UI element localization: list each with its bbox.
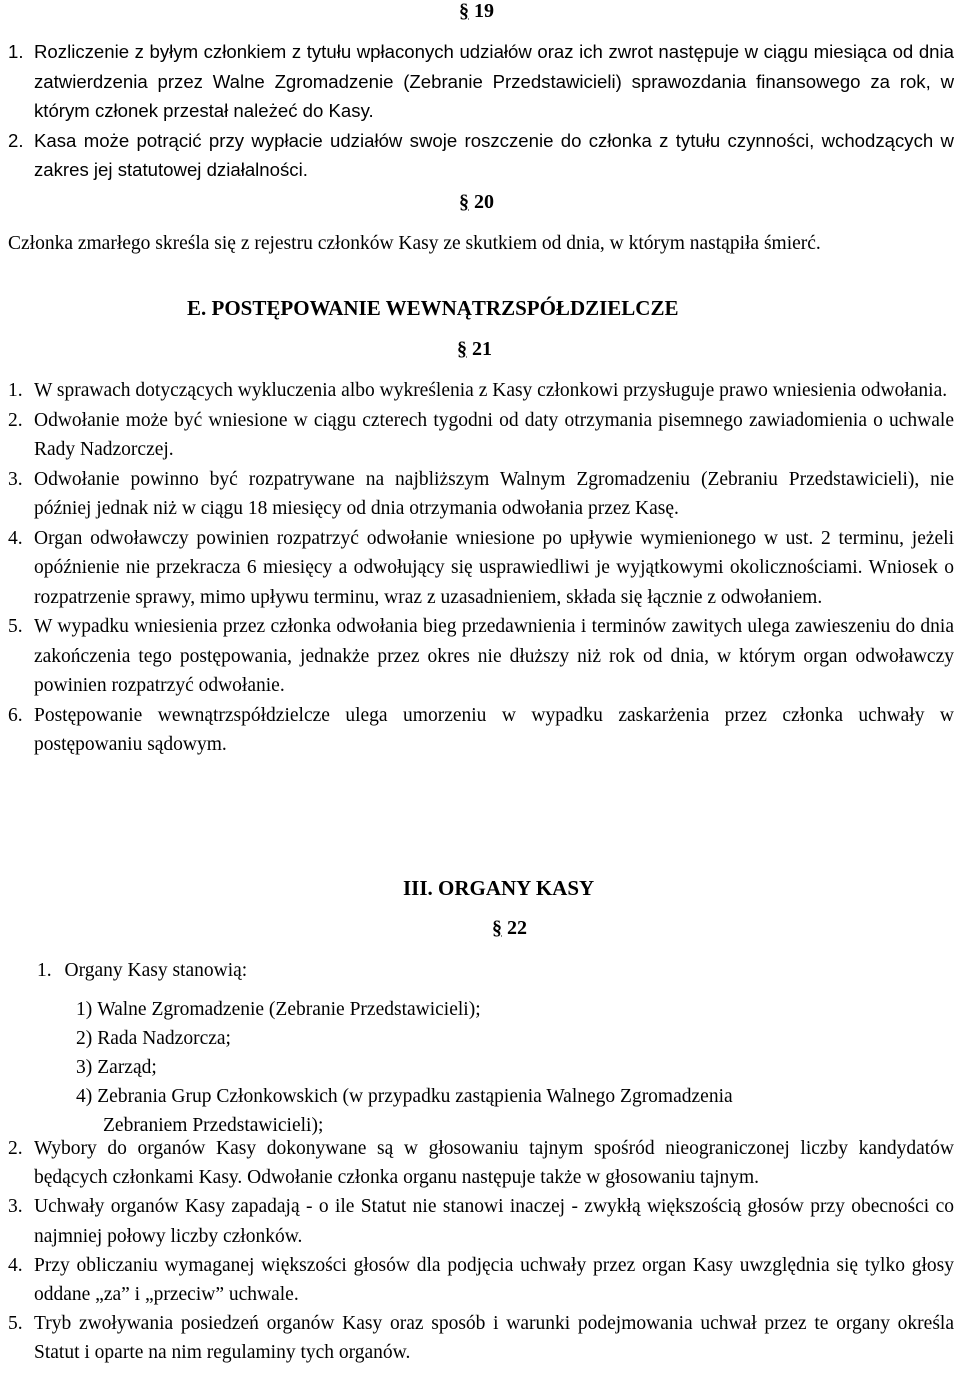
list-item (8, 1251, 954, 1309)
item-text: Walne Zgromadzenie (Zebranie Przedstawicieli); (97, 999, 481, 1020)
item-text: Rada Nadzorcza; (97, 1028, 231, 1049)
item-text: Organy Kasy stanowią: (64, 960, 248, 981)
section-number: 20 (474, 191, 494, 213)
item-number: 2. (8, 129, 24, 151)
item-number: 5. (8, 616, 23, 637)
section-number: 22 (507, 917, 527, 939)
item-text: Wybory do organów Kasy dokonywane są w głosowaniu tajnym spośród nieograniczonej liczby kandydatów będących członkami Kasy. Odwołanie członka organu następuje także w głosowaniu tajnym. (34, 1138, 954, 1189)
list-item-continuation: Zebraniem Przedstawicieli); (103, 1115, 324, 1136)
section-21-body (8, 376, 954, 760)
section-20-body (8, 229, 954, 259)
item-text: Przy obliczaniu wymaganej większości głosów dla podjęcia uchwały przez organ Kasy uwzględnia się tylko głosy oddane „za” i „przeciw” uchwale. (34, 1254, 954, 1306)
item-number: 3. (8, 1196, 23, 1218)
item-text: Odwołanie powinno być rozpatrywane na najbliższym Walnym Zgromadzeniu (Zebraniu Przedstawicieli), nie później jednak niż w ciągu 18 miesięcy od dnia otrzymania odwołania przez Kasę. (34, 468, 954, 519)
item-number: 2) (76, 1028, 93, 1049)
item-number: 4. (8, 1254, 23, 1276)
item-text: Postępowanie wewnątrzspółdzielcze ulega umorzeniu w wypadku zaskarżenia przez członka uchwały w postępowaniu sądowym. (34, 704, 954, 755)
item-text: Zebrania Grup Członkowskich (w przypadku zastąpienia Walnego Zgromadzenia (97, 1086, 733, 1107)
section-sign: § (459, 0, 469, 22)
item-text: W sprawach dotyczących wykluczenia albo wykreślenia z Kasy członkowi przysługuje prawo wniesienia odwołania. (34, 380, 948, 401)
item-number: 1. (8, 380, 23, 401)
paragraph: Członka zmarłego skreśla się z rejestru członków Kasy ze skutkiem od dnia, w którym nastąpiła śmierć. (8, 233, 821, 254)
section-22-intro (37, 956, 247, 985)
chapter-heading-iii: III. ORGANY KASY (403, 876, 595, 900)
list-item (8, 1134, 954, 1192)
item-number: 4. (8, 527, 23, 549)
item-number: 5. (8, 1313, 23, 1335)
item-number: 1. (8, 41, 24, 62)
item-number: 1) (76, 999, 93, 1020)
section-19-body (8, 37, 954, 185)
list-item (76, 1053, 896, 1082)
section-number: 21 (472, 338, 492, 360)
item-text: Tryb zwoływania posiedzeń organów Kasy oraz sposób i warunki podejmowania uchwał przez te organy określa Statut i oparte na nim regulaminy tych organów. (34, 1313, 954, 1364)
section-sign: § (459, 191, 469, 213)
item-number: 3. (8, 468, 23, 490)
list-item (8, 465, 954, 524)
item-number: 1. (37, 960, 52, 981)
item-text: Rozliczenie z byłym członkiem z tytułu wpłaconych udziałów oraz ich zwrot następuje w ciągu miesiąca od dnia zatwierdzenia przez Walne Zgromadzenie (Zebranie Przedstawicieli) sprawozdania finansowego za rok, w którym członek przestał należeć do Kasy. (34, 41, 954, 121)
section-sign: § (492, 917, 502, 939)
list-item (76, 1024, 896, 1053)
item-number: 2. (8, 1138, 23, 1159)
list-item (8, 524, 954, 613)
section-sign: § (457, 338, 467, 360)
list-item (8, 701, 954, 760)
list-item (8, 37, 954, 126)
list-item (76, 1082, 896, 1111)
item-number: 2. (8, 409, 23, 431)
item-text: Zarząd; (97, 1057, 157, 1078)
item-text: W wypadku wniesienia przez członka odwołania bieg przedawnienia i terminów zawitych ulega zawieszeniu do dnia zakończenia tego postępowania, jednakże przez okres nie dłuższy niż rok od dnia, w którym organ odwoławczy powinien rozpatrzyć odwołanie. (34, 616, 954, 696)
item-number: 6. (8, 704, 23, 726)
item-number: 4) (76, 1086, 93, 1107)
item-text: Kasa może potrącić przy wypłacie udziałów swoje roszczenie do członka z tytułu czynności, wchodzących w zakres jej statutowej działalności. (34, 129, 954, 180)
chapter-heading-e: E. POSTĘPOWANIE WEWNĄTRZSPÓŁDZIELCZE (187, 296, 679, 320)
section-number: 19 (474, 0, 494, 22)
list-item (8, 1192, 954, 1250)
list-item (8, 1309, 954, 1367)
item-text: Organ odwoławczy powinien rozpatrzyć odwołanie wniesione po upływie wymienionego w ust. 2 terminu, jeżeli opóźnienie nie przekracza 6 miesięcy a odwołujący się usprawiedliwi je wyjątkowymi okolicznościami. Wniosek o rozpatrzenie sprawy, mimo upływu terminu, wraz z uzasadnieniem, składa się łącznie z odwołaniem. (34, 527, 954, 608)
section-21-heading (457, 338, 492, 361)
list-item (8, 376, 954, 406)
section-22-body (8, 1134, 954, 1368)
section-20-heading (459, 191, 494, 214)
list-item (8, 406, 954, 465)
list-item (8, 612, 954, 701)
section-22-heading (492, 917, 527, 940)
list-item (76, 995, 896, 1024)
section-22-organ-list (76, 995, 896, 1140)
item-text: Uchwały organów Kasy zapadają - o ile Statut nie stanowi inaczej - zwykłą większością głosów przy obecności co najmniej połowy liczby członków. (34, 1196, 954, 1247)
item-text: Odwołanie może być wniesione w ciągu czterech tygodni od daty otrzymania pisemnego zawiadomienia o uchwale Rady Nadzorczej. (34, 409, 954, 460)
list-item (8, 126, 954, 185)
item-number: 3) (76, 1057, 93, 1078)
section-19-heading (459, 0, 494, 23)
